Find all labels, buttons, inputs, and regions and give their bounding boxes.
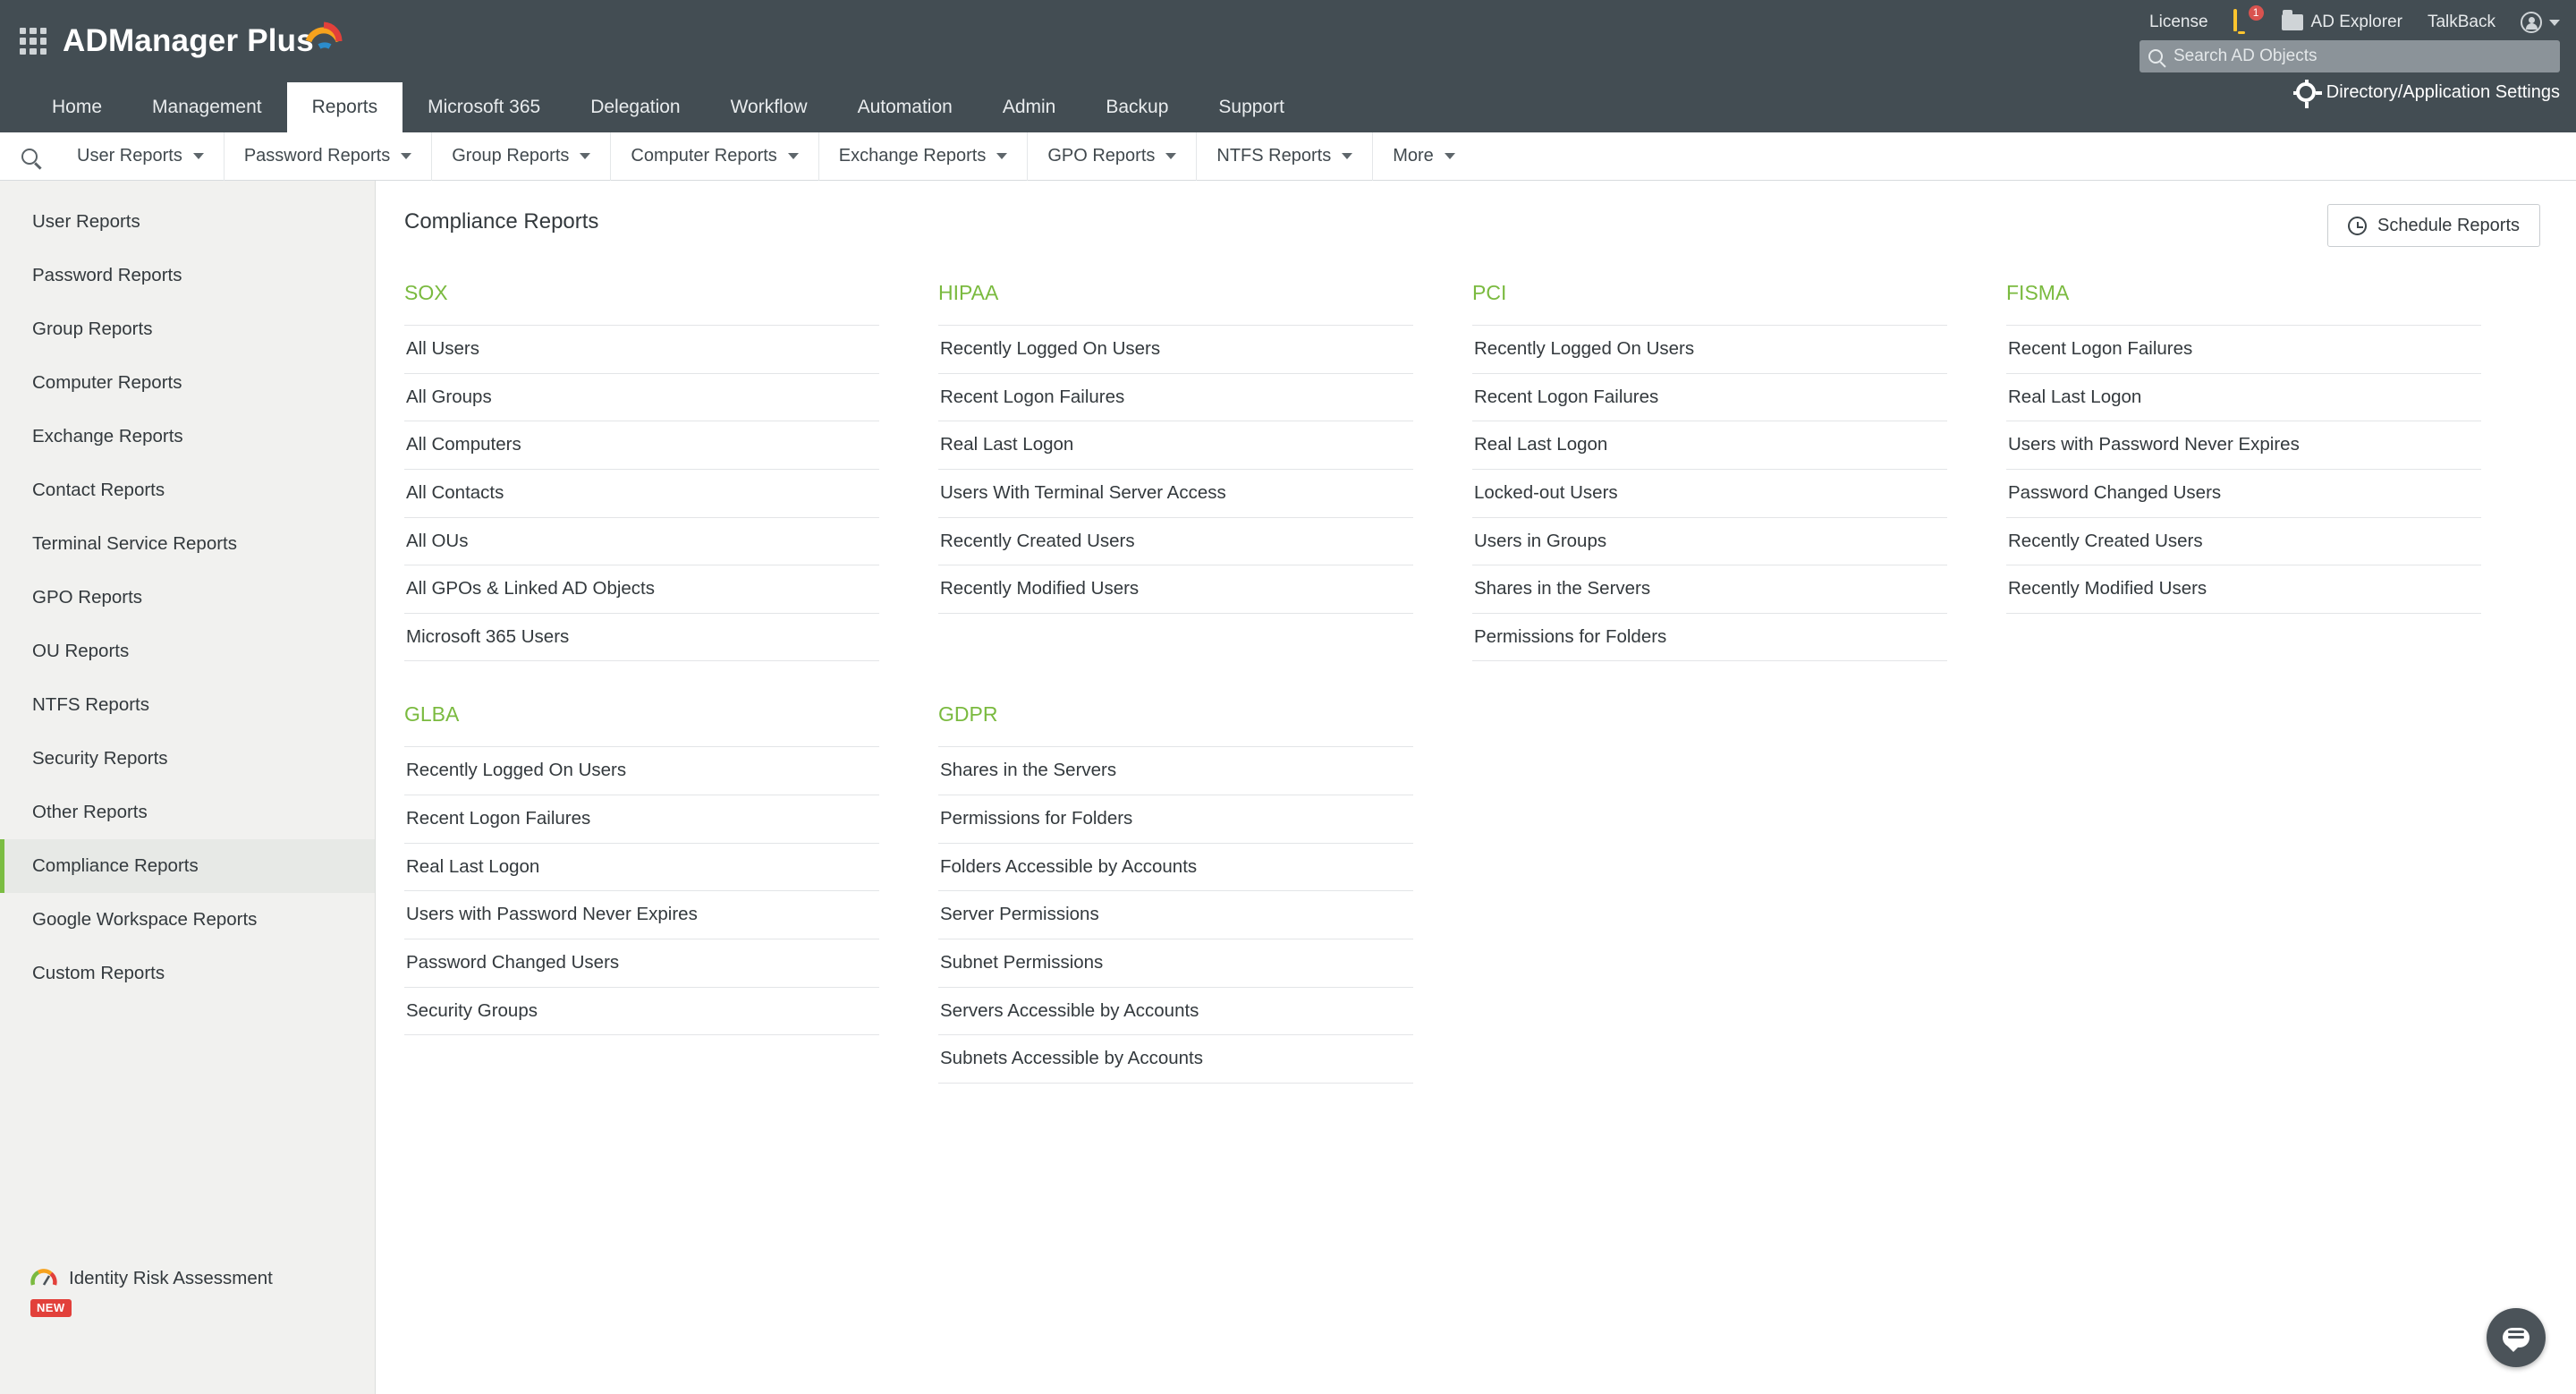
page-body — [0, 181, 2576, 1394]
chat-support-button[interactable] — [2487, 1308, 2546, 1367]
card-pci — [1472, 281, 2006, 661]
sidebar-item-terminal-service-reports[interactable] — [0, 517, 375, 571]
sidebar-item-password-reports[interactable] — [0, 249, 375, 302]
tab-microsoft-365[interactable] — [402, 82, 565, 132]
sidebar-item-label: Other Reports — [32, 802, 148, 822]
list-item[interactable]: Shares in the Servers — [1472, 565, 1947, 614]
tab-reports[interactable] — [287, 82, 403, 132]
chevron-down-icon — [580, 153, 590, 159]
subnav-label: User Reports — [77, 146, 182, 166]
compliance-cards — [404, 281, 2540, 1125]
card-report-list — [938, 746, 1413, 1083]
card-report-list — [404, 746, 879, 1035]
search-icon — [2148, 49, 2163, 64]
content-header — [404, 204, 2540, 247]
subnav-item-more[interactable] — [1372, 132, 1475, 181]
notifications-button[interactable] — [2233, 6, 2259, 34]
sidebar-item-label: Exchange Reports — [32, 426, 183, 446]
identity-risk-assessment-label: Identity Risk Assessment — [69, 1268, 273, 1288]
search-icon[interactable] — [21, 149, 38, 165]
card-sox — [404, 281, 938, 661]
list-item[interactable]: Recently Modified Users — [938, 565, 1413, 614]
tab-support[interactable] — [1193, 82, 1309, 132]
card-title: PCI — [1472, 281, 1507, 304]
sidebar-item-ntfs-reports[interactable] — [0, 678, 375, 732]
subnav-label: Exchange Reports — [838, 146, 987, 166]
list-item[interactable]: Real Last Logon — [938, 421, 1413, 470]
tab-admin[interactable] — [978, 82, 1081, 132]
sidebar-item-ou-reports[interactable] — [0, 625, 375, 678]
list-item[interactable]: All OUs — [404, 518, 879, 566]
license-label: License — [2149, 13, 2208, 31]
list-item[interactable]: Recent Logon Failures — [938, 374, 1413, 422]
subnav-item-ntfs-reports[interactable] — [1196, 132, 1372, 181]
sidebar-item-label: Google Workspace Reports — [32, 909, 258, 930]
account-menu[interactable] — [2521, 12, 2560, 33]
list-item[interactable]: Server Permissions — [938, 891, 1413, 939]
tab-label: Backup — [1106, 97, 1169, 117]
license-link[interactable] — [2149, 13, 2208, 32]
tab-label: Delegation — [590, 97, 681, 117]
list-item[interactable]: Locked-out Users — [1472, 470, 1947, 518]
list-item[interactable]: Recent Logon Failures — [2006, 325, 2481, 374]
list-item[interactable]: Subnet Permissions — [938, 939, 1413, 988]
subnav-label: Password Reports — [243, 146, 391, 166]
sidebar-item-other-reports[interactable] — [0, 786, 375, 839]
tab-home[interactable] — [27, 82, 127, 132]
list-item[interactable]: Recently Modified Users — [2006, 565, 2481, 614]
card-title: GLBA — [404, 702, 460, 727]
sidebar-item-custom-reports[interactable] — [0, 947, 375, 1000]
logo-arc-icon — [303, 11, 344, 52]
list-item[interactable]: Servers Accessible by Accounts — [938, 988, 1413, 1036]
card-title: HIPAA — [938, 281, 999, 304]
card-report-list — [2006, 325, 2481, 614]
card-glba — [404, 702, 938, 1083]
sidebar-item-label: Password Reports — [32, 265, 182, 285]
list-item[interactable]: Recently Logged On Users — [404, 746, 879, 795]
list-item[interactable]: All Users — [404, 325, 879, 374]
sidebar-item-security-reports[interactable] — [0, 732, 375, 786]
list-item[interactable]: Users with Password Never Expires — [404, 891, 879, 939]
sidebar-item-label: GPO Reports — [32, 587, 143, 608]
tab-workflow[interactable] — [706, 82, 833, 132]
card-title: SOX — [404, 281, 448, 304]
list-item[interactable]: All Contacts — [404, 470, 879, 518]
card-report-list — [938, 325, 1413, 614]
gauge-icon — [30, 1265, 57, 1292]
gear-icon — [2296, 82, 2316, 102]
subnav-item-computer-reports[interactable] — [610, 132, 818, 181]
subnav-item-gpo-reports[interactable] — [1027, 132, 1196, 181]
chat-bubble-icon — [2503, 1328, 2529, 1347]
folder-icon — [2282, 14, 2303, 30]
list-item[interactable]: Recent Logon Failures — [404, 795, 879, 844]
chevron-down-icon — [1165, 153, 1176, 159]
list-item[interactable]: Real Last Logon — [404, 844, 879, 892]
subnav-item-password-reports[interactable] — [224, 132, 431, 181]
schedule-reports-button[interactable] — [2327, 204, 2540, 247]
sidebar-item-compliance-reports[interactable] — [0, 839, 375, 893]
list-item[interactable]: Permissions for Folders — [1472, 614, 1947, 662]
top-bar-row-2 — [2114, 41, 2576, 72]
card-title: FISMA — [2006, 281, 2070, 304]
list-item[interactable]: Folders Accessible by Accounts — [938, 844, 1413, 892]
list-item[interactable]: Real Last Logon — [1472, 421, 1947, 470]
sidebar-item-label: Compliance Reports — [32, 855, 199, 876]
talkback-link[interactable] — [2428, 13, 2496, 32]
subnav-label: Group Reports — [452, 146, 570, 166]
chevron-down-icon — [193, 153, 204, 159]
tab-label: Admin — [1002, 97, 1056, 117]
sidebar-item-computer-reports[interactable] — [0, 356, 375, 410]
tab-label: Management — [152, 97, 262, 117]
list-item[interactable]: Password Changed Users — [2006, 470, 2481, 518]
new-badge: NEW — [30, 1299, 72, 1317]
notification-badge: 1 — [2249, 5, 2264, 21]
sidebar-item-label: User Reports — [32, 211, 140, 232]
top-bar-right — [2114, 0, 2576, 102]
tab-backup[interactable] — [1080, 82, 1193, 132]
tab-label: Automation — [857, 97, 953, 117]
chevron-down-icon — [1342, 153, 1352, 159]
tab-label: Microsoft 365 — [428, 97, 541, 117]
list-item[interactable]: Shares in the Servers — [938, 746, 1413, 795]
tab-label: Support — [1218, 97, 1284, 117]
sidebar-item-label: Security Reports — [32, 748, 168, 769]
list-item[interactable]: Recently Created Users — [2006, 518, 2481, 566]
list-item[interactable]: Microsoft 365 Users — [404, 614, 879, 662]
top-bar — [0, 0, 2576, 102]
ad-explorer-link[interactable] — [2282, 13, 2402, 32]
sidebar-item-label: Computer Reports — [32, 372, 182, 393]
tab-delegation[interactable] — [565, 82, 705, 132]
list-item[interactable]: Users with Password Never Expires — [2006, 421, 2481, 470]
ad-explorer-label: AD Explorer — [2310, 13, 2402, 31]
chevron-down-icon — [996, 153, 1007, 159]
main-content — [376, 181, 2576, 1394]
clock-icon — [2348, 217, 2367, 235]
subnav-item-exchange-reports[interactable] — [818, 132, 1028, 181]
list-item[interactable]: Real Last Logon — [2006, 374, 2481, 422]
tab-management[interactable] — [127, 82, 287, 132]
subnav-label: NTFS Reports — [1216, 146, 1332, 166]
subnav-label: GPO Reports — [1047, 146, 1156, 166]
list-item[interactable]: All Groups — [404, 374, 879, 422]
bell-icon[interactable] — [2233, 6, 2259, 34]
directory-settings-label: Directory/Application Settings — [2326, 81, 2560, 102]
sidebar-item-label: NTFS Reports — [32, 694, 149, 715]
tab-label: Home — [52, 97, 103, 117]
sidebar-footer — [0, 1265, 273, 1317]
list-item[interactable]: Recently Logged On Users — [1472, 325, 1947, 374]
subnav-label: More — [1393, 146, 1434, 166]
sidebar-item-contact-reports[interactable] — [0, 463, 375, 517]
card-title: GDPR — [938, 702, 998, 727]
card-report-list — [404, 325, 879, 661]
subnav-item-user-reports[interactable] — [57, 132, 224, 181]
chevron-down-icon — [1445, 153, 1455, 159]
tab-label: Reports — [311, 97, 378, 117]
sidebar-item-exchange-reports[interactable] — [0, 410, 375, 463]
app-brand — [63, 23, 314, 59]
list-item[interactable]: Users in Groups — [1472, 518, 1947, 566]
subnav-item-group-reports[interactable] — [431, 132, 610, 181]
list-item[interactable]: All GPOs & Linked AD Objects — [404, 565, 879, 614]
page-title: Compliance Reports — [404, 209, 599, 234]
sidebar-item-identity-risk-assessment[interactable] — [30, 1265, 273, 1292]
user-account-icon — [2521, 12, 2542, 33]
ad-search-box[interactable] — [2140, 40, 2560, 72]
search-input[interactable] — [2172, 46, 2551, 67]
list-item[interactable]: All Computers — [404, 421, 879, 470]
card-report-list — [1472, 325, 1947, 661]
app-brand-label: ADManager Plus — [63, 23, 314, 58]
list-item[interactable]: Password Changed Users — [404, 939, 879, 988]
sidebar-item-label: Group Reports — [32, 319, 153, 339]
top-bar-row-3 — [2271, 77, 2576, 107]
card-fisma — [2006, 281, 2540, 661]
chevron-down-icon — [788, 153, 799, 159]
sidebar-item-label: Terminal Service Reports — [32, 533, 237, 554]
list-item[interactable]: Users With Terminal Server Access — [938, 470, 1413, 518]
sidebar-item-label: Custom Reports — [32, 963, 165, 983]
card-gdpr — [938, 702, 1472, 1083]
chevron-down-icon — [2549, 20, 2560, 26]
talkback-label: TalkBack — [2427, 13, 2496, 31]
sidebar-item-user-reports[interactable] — [0, 195, 375, 249]
sidebar-item-google-workspace-reports[interactable] — [0, 893, 375, 947]
tab-label: Workflow — [730, 97, 808, 117]
sidebar — [0, 181, 376, 1394]
tab-automation[interactable] — [833, 82, 978, 132]
schedule-reports-label: Schedule Reports — [2377, 215, 2520, 235]
list-item[interactable]: Recently Logged On Users — [938, 325, 1413, 374]
apps-grid-icon[interactable] — [20, 28, 47, 55]
reports-sub-nav — [0, 132, 2576, 181]
list-item[interactable]: Security Groups — [404, 988, 879, 1036]
sidebar-item-group-reports[interactable] — [0, 302, 375, 356]
sidebar-item-gpo-reports[interactable] — [0, 571, 375, 625]
list-item[interactable]: Recent Logon Failures — [1472, 374, 1947, 422]
list-item[interactable]: Recently Created Users — [938, 518, 1413, 566]
card-hipaa — [938, 281, 1472, 661]
directory-application-settings-button[interactable] — [2296, 82, 2560, 103]
list-item[interactable]: Permissions for Folders — [938, 795, 1413, 844]
list-item[interactable]: Subnets Accessible by Accounts — [938, 1035, 1413, 1084]
subnav-label: Computer Reports — [631, 146, 777, 166]
chevron-down-icon — [401, 153, 411, 159]
top-bar-row-1 — [2124, 7, 2576, 38]
sidebar-item-label: Contact Reports — [32, 480, 165, 500]
sidebar-item-label: OU Reports — [32, 641, 130, 661]
